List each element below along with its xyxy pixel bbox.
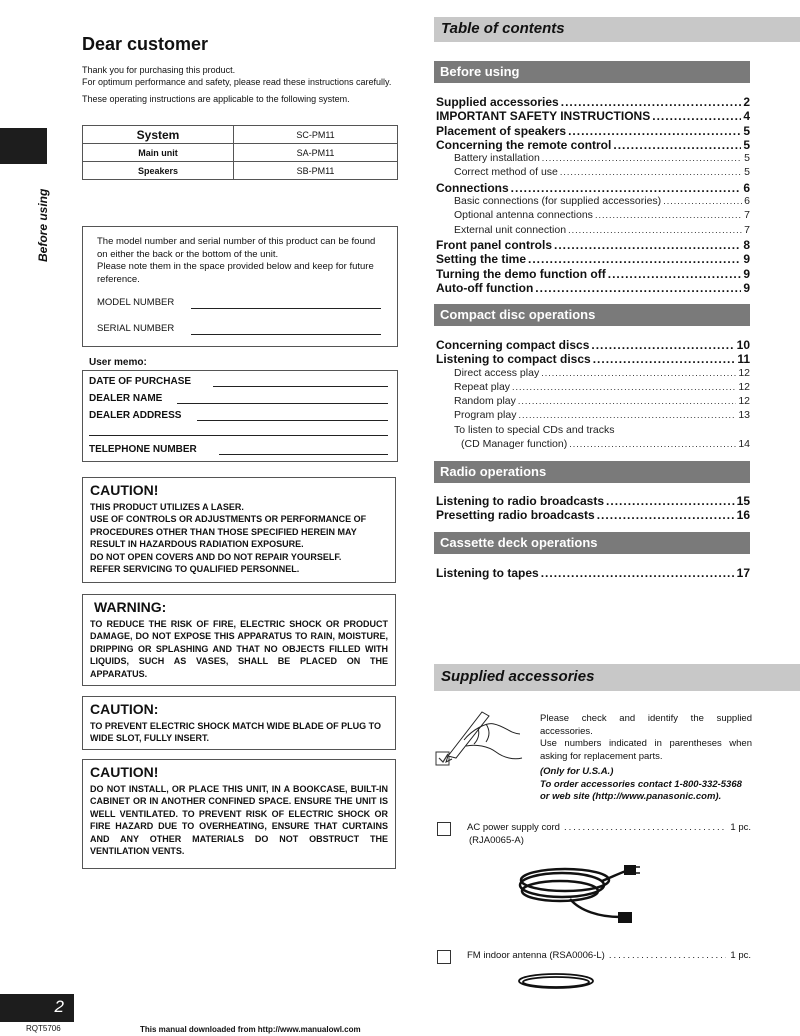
toc-subitem[interactable]: External unit connection ..... 7 bbox=[436, 224, 750, 238]
toc-heading-bar bbox=[434, 17, 800, 42]
page-number: 2 bbox=[54, 997, 64, 1016]
instructions-text: Please check and identify the supplied accessories. Use numbers indicated in parentheses when asking for replacement parts. bbox=[540, 713, 752, 762]
caution-laser-box bbox=[82, 477, 396, 583]
accessories-heading: Supplied accessories bbox=[441, 668, 595, 685]
row-value: SA-PM11 bbox=[234, 144, 398, 162]
caution-title: CAUTION! bbox=[90, 764, 159, 780]
system-header-label: System bbox=[83, 126, 234, 144]
accessory-item-ac-cord: AC power supply cord ..... 1 pc. bbox=[467, 822, 751, 833]
toc-item[interactable]: IMPORTANT SAFETY INSTRUCTIONS ..... 4 bbox=[436, 109, 750, 123]
accessory-item-fm-antenna: FM indoor antenna (RSA0006-L) ..... 1 pc. bbox=[467, 950, 751, 961]
section-title: Radio operations bbox=[440, 464, 547, 479]
toc-list-compact-disc bbox=[436, 338, 750, 452]
dealer-name-line[interactable] bbox=[177, 403, 388, 404]
toc-item[interactable]: Listening to compact discs ..... 11 bbox=[436, 352, 750, 366]
toc-section-before-using bbox=[434, 61, 750, 83]
warning-title: WARNING: bbox=[94, 599, 167, 615]
toc-section-cassette bbox=[434, 532, 750, 554]
date-of-purchase-label: DATE OF PURCHASE bbox=[89, 376, 192, 387]
toc-section-compact-disc bbox=[434, 304, 750, 326]
fm-antenna-wire-icon bbox=[516, 970, 596, 992]
dealer-address-line-2[interactable] bbox=[89, 435, 388, 436]
caution-plug-box bbox=[82, 696, 396, 750]
caution-body: TO PREVENT ELECTRIC SHOCK MATCH WIDE BLADE OF PLUG TO WIDE SLOT, FULLY INSERT. bbox=[90, 721, 382, 744]
toc-heading: Table of contents bbox=[441, 20, 565, 37]
user-memo-title: User memo: bbox=[89, 357, 147, 368]
date-of-purchase-line[interactable] bbox=[213, 386, 388, 387]
dealer-name-label: DEALER NAME bbox=[89, 393, 163, 404]
user-memo-box bbox=[82, 370, 398, 462]
order-note: (Only for U.S.A.) To order accessories contact 1-800-332-5368 or web site (http://www.panasonic.com). bbox=[540, 766, 742, 802]
toc-item[interactable]: Front panel controls ..... 8 bbox=[436, 238, 750, 252]
toc-subitem[interactable]: To listen to special CDs and tracks bbox=[454, 423, 615, 436]
toc-item[interactable]: Connections ..... 6 bbox=[436, 181, 750, 195]
toc-subitem[interactable]: Repeat play ..... 12 bbox=[436, 381, 750, 395]
toc-list-before-using bbox=[436, 95, 750, 295]
intro-paragraph-1: Thank you for purchasing this product. For optimum performance and safety, please read these instructions carefully. bbox=[82, 65, 392, 87]
toc-subitem[interactable]: Direct access play ..... 12 bbox=[436, 367, 750, 381]
intro-paragraph-2: These operating instructions are applicable to the following system. bbox=[82, 94, 350, 104]
toc-subitem[interactable]: Basic connections (for supplied accessories) ..... 6 bbox=[436, 195, 750, 209]
model-serial-text: The model number and serial number of this product can be found on either the back or the bottom of the unit. Please note them in the space provided below and keep for future reference. bbox=[97, 236, 376, 285]
toc-item[interactable]: Concerning compact discs ..... 10 bbox=[436, 338, 750, 352]
telephone-number-label: TELEPHONE NUMBER bbox=[89, 444, 197, 455]
model-serial-box bbox=[82, 226, 398, 347]
telephone-number-line[interactable] bbox=[219, 454, 388, 455]
toc-item[interactable]: Listening to radio broadcasts ..... 15 bbox=[436, 494, 750, 508]
toc-subitem[interactable]: Battery installation ..... 5 bbox=[436, 152, 750, 166]
toc-item[interactable]: Setting the time ..... 9 bbox=[436, 252, 750, 266]
caution-body: DO NOT INSTALL, OR PLACE THIS UNIT, IN A BOOKCASE, BUILT-IN CABINET OR IN ANOTHER CONFINED SPACE. ENSURE THE UNIT IS WELL VENTILATED. TO PREVENT RISK OF ELECTRIC SHOCK OR FIRE HAZARD DUE TO OVERHEATING, ENSURE THAT CURTAINS AND ANY OTHER MATERIALS DO NOT OBSTRUCT THE VENTILATION VENTS. bbox=[90, 784, 388, 857]
checkbox-fm-antenna[interactable] bbox=[437, 950, 451, 964]
section-tab-marker bbox=[0, 128, 47, 164]
accessories-instructions bbox=[540, 713, 752, 804]
section-title: Compact disc operations bbox=[440, 307, 596, 322]
row-label: Main unit bbox=[83, 144, 234, 162]
intro-text bbox=[82, 65, 402, 106]
toc-item[interactable]: Placement of speakers ..... 5 bbox=[436, 124, 750, 138]
row-value: SB-PM11 bbox=[234, 162, 398, 180]
toc-subitem[interactable]: Optional antenna connections ..... 7 bbox=[436, 209, 750, 223]
caution-ventilation-box bbox=[82, 759, 396, 869]
toc-item[interactable]: Listening to tapes ..... 17 bbox=[436, 566, 750, 580]
caution-body: THIS PRODUCT UTILIZES A LASER. USE OF CONTROLS OR ADJUSTMENTS OR PERFORMANCE OF PROCEDURES OTHER THAN THOSE SPECIFIED HEREIN MAY RESULT IN HAZARDOUS RADIATION EXPOSURE. DO NOT OPEN COVERS AND DO NOT REPAIR YOURSELF. REFER SERVICING TO QUALIFIED PERSONNEL. bbox=[90, 502, 367, 575]
section-title: Cassette deck operations bbox=[440, 535, 598, 550]
toc-list-radio bbox=[436, 494, 750, 523]
toc-subitem[interactable]: Random play ..... 12 bbox=[436, 395, 750, 409]
table-row bbox=[83, 144, 398, 162]
toc-section-radio bbox=[434, 461, 750, 483]
system-header-value: SC-PM11 bbox=[234, 126, 398, 144]
checkbox-ac-cord[interactable] bbox=[437, 822, 451, 836]
toc-subitem[interactable]: Program play ..... 13 bbox=[436, 409, 750, 423]
toc-item[interactable]: Presetting radio broadcasts ..... 16 bbox=[436, 508, 750, 522]
toc-item[interactable]: Supplied accessories ..... 2 bbox=[436, 95, 750, 109]
checklist-pen-illustration-icon bbox=[434, 700, 524, 772]
document-code: RQT5706 bbox=[26, 1024, 61, 1033]
page-title: Dear customer bbox=[82, 34, 209, 54]
table-row bbox=[83, 162, 398, 180]
model-number-line[interactable] bbox=[191, 308, 381, 309]
warning-body: TO REDUCE THE RISK OF FIRE, ELECTRIC SHOCK OR PRODUCT DAMAGE, DO NOT EXPOSE THIS APPARATUS TO RAIN, MOISTURE, DRIPPING OR SPLASHING AND THAT NO OBJECTS FILLED WITH LIQUIDS, SUCH AS VASES, SHALL BE PLACED ON THE APPARATUS. bbox=[90, 619, 388, 679]
toc-item[interactable]: Auto-off function ..... 9 bbox=[436, 281, 750, 295]
warning-box bbox=[82, 594, 396, 686]
serial-number-line[interactable] bbox=[191, 334, 381, 335]
toc-subitem[interactable]: Correct method of use ..... 5 bbox=[436, 166, 750, 180]
dealer-address-line[interactable] bbox=[197, 420, 388, 421]
toc-item[interactable]: Turning the demo function off ..... 9 bbox=[436, 267, 750, 281]
model-number-label: MODEL NUMBER bbox=[97, 297, 175, 308]
toc-item[interactable]: Concerning the remote control ..... 5 bbox=[436, 138, 750, 152]
serial-number-label: SERIAL NUMBER bbox=[97, 323, 175, 334]
accessory-part-number: (RJA0065-A) bbox=[469, 835, 524, 846]
section-title: Before using bbox=[440, 64, 520, 79]
toc-list-cassette bbox=[436, 566, 750, 580]
caution-title: CAUTION: bbox=[90, 701, 159, 717]
system-table bbox=[82, 125, 398, 180]
toc-subitem[interactable]: (CD Manager function) ..... 14 bbox=[436, 438, 750, 452]
section-side-label: Before using bbox=[36, 188, 50, 262]
page-number-box bbox=[0, 994, 74, 1022]
row-label: Speakers bbox=[83, 162, 234, 180]
caution-title: CAUTION! bbox=[90, 482, 159, 498]
dealer-address-label: DEALER ADDRESS bbox=[89, 410, 182, 421]
download-note: This manual downloaded from http://www.manualowl.com bbox=[140, 1025, 361, 1034]
ac-power-cord-icon bbox=[510, 855, 640, 930]
table-row bbox=[83, 126, 398, 144]
accessories-heading-bar bbox=[434, 664, 800, 691]
